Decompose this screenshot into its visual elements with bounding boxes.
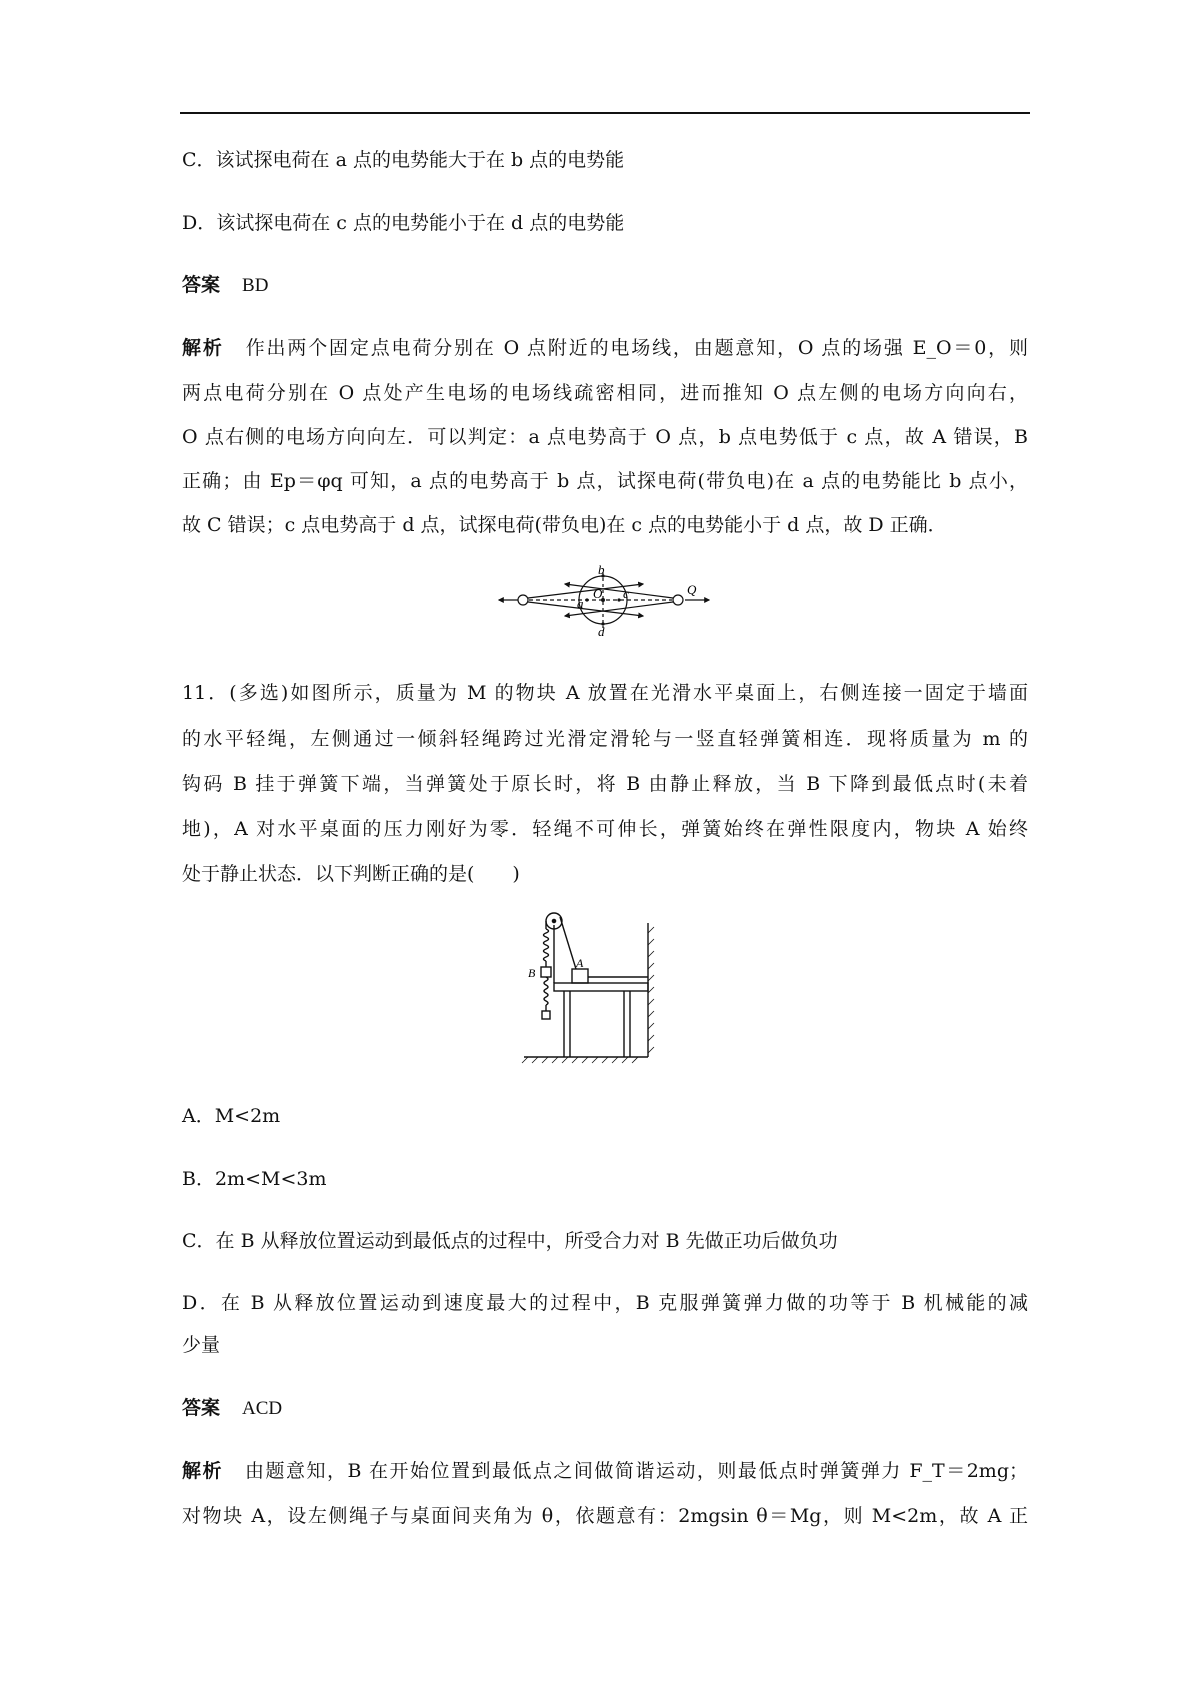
analysis-label: 解析 (182, 1460, 223, 1482)
q11-stem-line-1: 11．(多选)如图所示，质量为 M 的物块 A 放置在光滑水平桌面上，右侧连接一固定于墙面 (182, 682, 1028, 704)
label-q: Q (687, 582, 697, 597)
label-d: d (598, 624, 605, 638)
label-a: a (577, 596, 584, 611)
q10-answer (182, 272, 268, 299)
electric-field-figure (495, 560, 715, 638)
q11-option-b: B．2m<M<3m (182, 1168, 327, 1190)
q11-stem-line-5: 处于静止状态．以下判断正确的是( ) (182, 863, 520, 885)
pulley-spring-figure (520, 905, 690, 1065)
header-rule (180, 112, 1030, 114)
q11-analysis-line-1: 解析 由题意知，B 在开始位置到最低点之间做简谐运动，则最低点时弹簧弹力 F_T＝2mg； (182, 1460, 1028, 1482)
q10-analysis-line-4: 正确；由 Ep＝φq 可知，a 点的电势高于 b 点，试探电荷(带负电)在 a 点的电势能比 b 点小， (182, 470, 1028, 492)
label-hook-b: B (528, 966, 536, 980)
answer-label: 答案 (182, 1397, 221, 1419)
q11-stem-line-3: 钩码 B 挂于弹簧下端，当弹簧处于原长时，将 B 由静止释放，当 B 下降到最低点时(未着 (182, 773, 1028, 795)
answer-value: BD (242, 275, 269, 296)
q11-analysis-line-2: 对物块 A，设左侧绳子与桌面间夹角为 θ，依题意有：2mgsin θ＝Mg，则 M<2m，故 A 正 (182, 1505, 1028, 1527)
q10-analysis-line-3: O 点右侧的电场方向向左．可以判定：a 点电势高于 O 点，b 点电势低于 c 点，故 A 错误，B (182, 426, 1028, 448)
q11-option-a: A．M<2m (182, 1105, 281, 1127)
q11-option-d-line-1: D．在 B 从释放位置运动到速度最大的过程中，B 克服弹簧弹力做的功等于 B 机械能的减 (182, 1292, 1028, 1314)
q10-option-c: C．该试探电荷在 a 点的电势能大于在 b 点的电势能 (182, 149, 625, 171)
q11-stem-line-4: 地)，A 对水平桌面的压力刚好为零．轻绳不可伸长，弹簧始终在弹性限度内，物块 A 始终 (182, 818, 1028, 840)
q10-analysis-line-5: 故 C 错误；c 点电势高于 d 点，试探电荷(带负电)在 c 点的电势能小于 d 点，故 D 正确． (182, 514, 947, 536)
q11-option-d-line-2: 少量 (182, 1334, 221, 1356)
q10-analysis-line-2: 两点电荷分别在 O 点处产生电场的电场线疏密相同，进而推知 O 点左侧的电场方向向右， (182, 382, 1028, 404)
analysis-label: 解析 (182, 337, 224, 359)
label-b: b (598, 562, 605, 577)
q11-answer (182, 1395, 282, 1422)
answer-value: ACD (242, 1398, 283, 1419)
label-block-a: A (576, 956, 584, 970)
q11-stem-line-2: 的水平轻绳，左侧通过一倾斜轻绳跨过光滑定滑轮与一竖直轻弹簧相连．现将质量为 m 的 (182, 728, 1028, 750)
label-c: c (623, 586, 629, 601)
q11-option-c: C．在 B 从释放位置运动到最低点的过程中，所受合力对 B 先做正功后做负功 (182, 1230, 838, 1252)
q10-option-d: D．该试探电荷在 c 点的电势能小于在 d 点的电势能 (182, 212, 625, 234)
label-o: O (593, 586, 603, 601)
answer-label: 答案 (182, 274, 221, 296)
q10-analysis-line-1: 解析 作出两个固定点电荷分别在 O 点附近的电场线，由题意知，O 点的场强 E_O＝0，则 (182, 337, 1028, 359)
